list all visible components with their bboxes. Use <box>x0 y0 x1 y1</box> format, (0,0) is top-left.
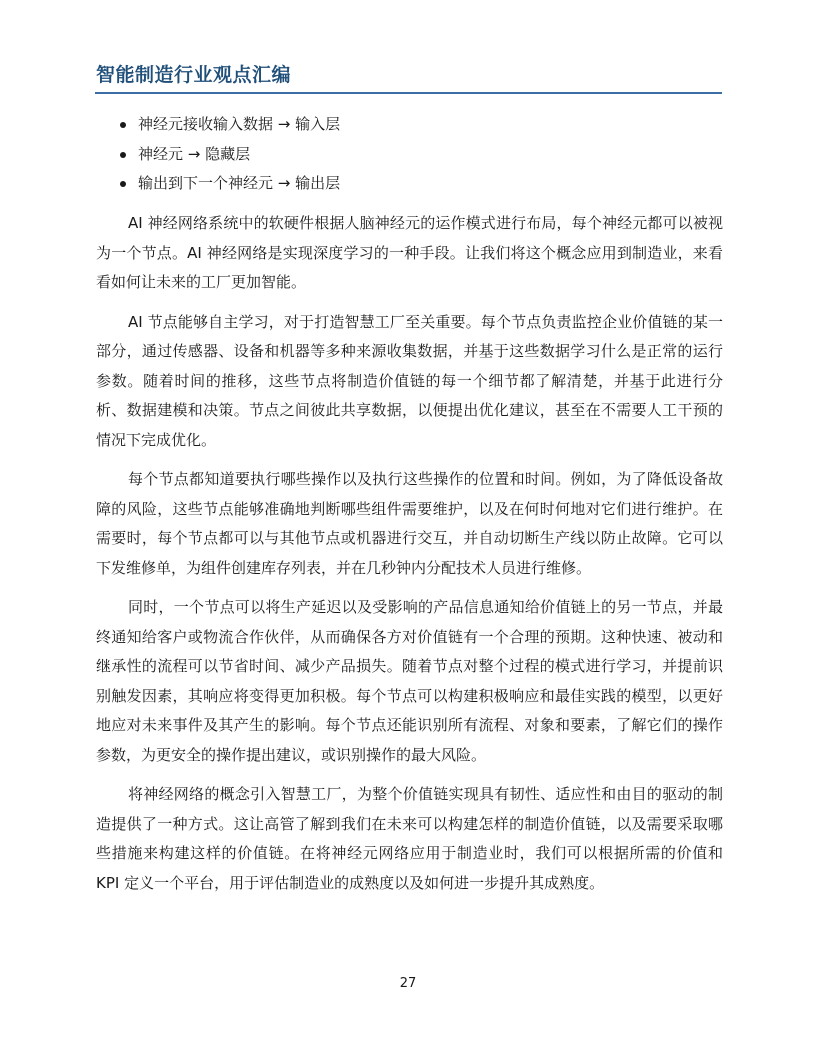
bullet-item-hidden-layer <box>118 140 340 170</box>
bullet-text: 神经元 → 隐藏层 <box>138 144 251 163</box>
bullet-text: 输出到下一个神经元 → 输出层 <box>138 174 341 192</box>
paragraph: 同时，一个节点可以将生产延迟以及受影响的产品信息通知给价值链上的另一节点，并最终通知给客户或物流合作伙伴，从而确保各方对价值链有一个合理的预期。这种快速、被动和继承性的流程可以节省时间、减少产品损失。随着节点对整个过程的模式进行学习，并提前识别触发因素，其响应将变得更加积极。每个节点可以构建积极响应和最佳实践的模型，以更好地应对未来事件及其产生的影响。每个节点还能识别所有流程、对象和要素，了解它们的操作参数，为更安全的操作提出建议，或识别操作的最大风险。 <box>96 598 723 764</box>
bullet-dot-icon <box>120 152 126 158</box>
bullet-dot-icon <box>120 122 126 128</box>
bullet-item-input-layer <box>118 110 340 140</box>
header-divider <box>95 92 722 94</box>
bullet-dot-icon <box>120 181 126 187</box>
page-number: 27 <box>399 976 417 991</box>
paragraph: AI 神经网络系统中的软硬件根据人脑神经元的运作模式进行布局，每个神经元都可以被视为一个节点。AI 神经网络是实现深度学习的一种手段。让我们将这个概念应用到制造业，来看看如何让未来的工厂更加智能。 <box>96 214 723 291</box>
page-header-title: 智能制造行业观点汇编 <box>96 64 292 86</box>
paragraph: 将神经网络的概念引入智慧工厂，为整个价值链实现具有韧性、适应性和由目的驱动的制造提供了一种方式。这让高管了解到我们在未来可以构建怎样的制造价值链，以及需要采取哪些措施来构建这样的价值链。在将神经元网络应用于制造业时，我们可以根据所需的价值和 KPI 定义一个平台，用于评估制造业的成熟度以及如何进一步提升其成熟度。 <box>96 785 723 892</box>
bullet-item-output-layer <box>118 169 340 199</box>
paragraph: 每个节点都知道要执行哪些操作以及执行这些操作的位置和时间。例如，为了降低设备故障的风险，这些节点能够准确地判断哪些组件需要维护，以及在何时何地对它们进行维护。在需要时，每个节点都可以与其他节点或机器进行交互，并自动切断生产线以防止故障。它可以下发维修单，为组件创建库存列表，并在几秒钟内分配技术人员进行维修。 <box>96 470 723 577</box>
paragraph: AI 节点能够自主学习，对于打造智慧工厂至关重要。每个节点负责监控企业价值链的某一部分，通过传感器、设备和机器等多种来源收集数据，并基于这些数据学习什么是正常的运行参数。随着时间的推移，这些节点将制造价值链的每一个细节都了解清楚，并基于此进行分析、数据建模和决策。节点之间彼此共享数据，以便提出优化建议，甚至在不需要人工干预的情况下完成优化。 <box>96 312 723 449</box>
bullet-text: 神经元接收输入数据 → 输入层 <box>138 115 341 133</box>
body-text <box>96 209 723 908</box>
bullet-list <box>118 110 340 199</box>
